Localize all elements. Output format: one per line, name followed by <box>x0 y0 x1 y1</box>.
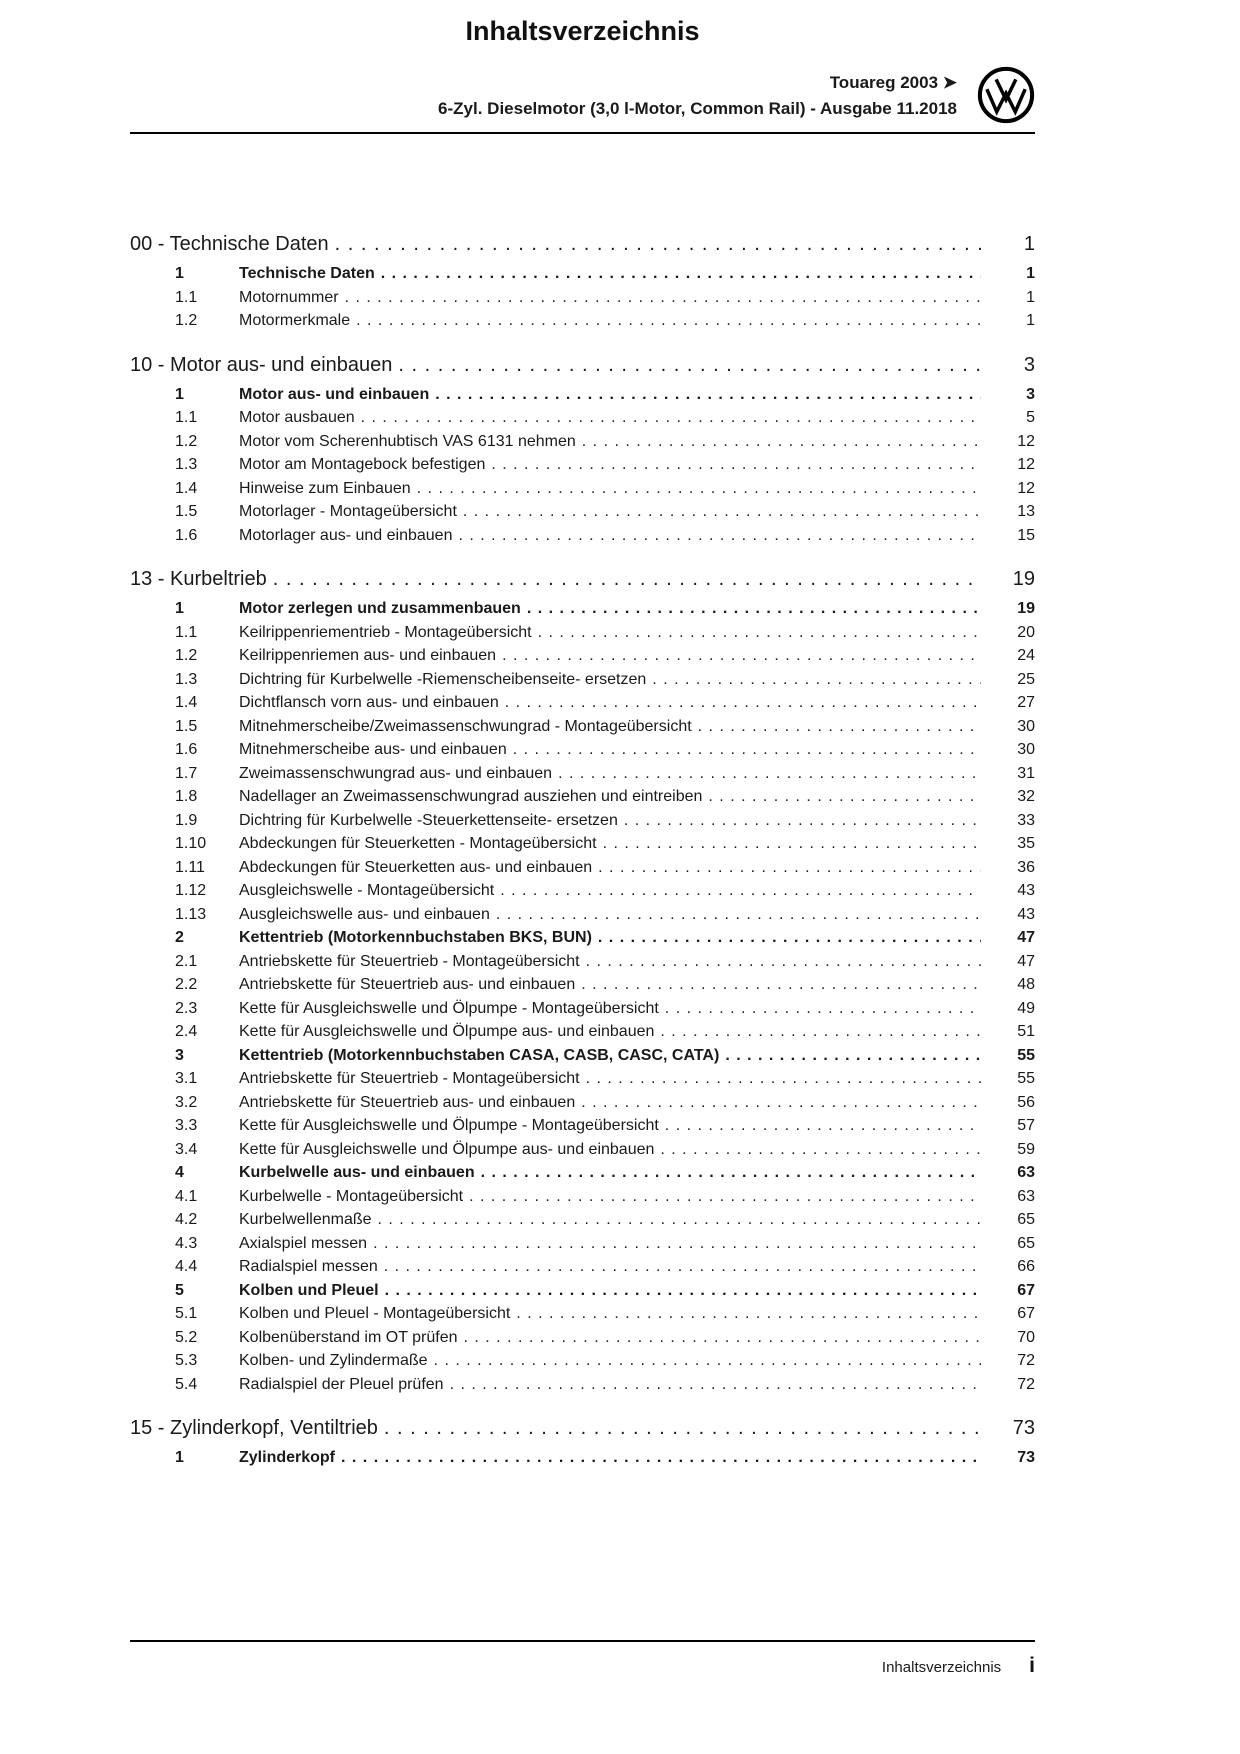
toc-entry-page: 12 <box>1017 456 1035 473</box>
toc-entry-title: Motor aus- und einbauen <box>239 385 430 403</box>
dot-leader <box>538 621 981 645</box>
toc-entry[interactable] <box>130 856 1035 880</box>
toc-entry-page: 19 <box>1012 568 1035 590</box>
toc-entry-page: 5 <box>1026 409 1035 426</box>
toc-entry-title: Zylinderkopf <box>239 1449 336 1466</box>
dot-leader <box>502 644 981 668</box>
toc-entry[interactable] <box>130 879 1035 903</box>
toc-entry-number: 2 <box>175 929 184 946</box>
toc-entry[interactable] <box>130 997 1035 1021</box>
toc-entry[interactable] <box>130 351 1035 379</box>
toc-entry[interactable] <box>130 1232 1035 1256</box>
dot-leader <box>505 691 981 715</box>
dot-leader <box>665 997 981 1021</box>
toc-entry[interactable] <box>130 1208 1035 1232</box>
toc-entry-title: Kette für Ausgleichswelle und Ölpumpe aus- und einbauen <box>239 1023 655 1040</box>
toc-entry-page: 48 <box>1017 976 1035 993</box>
toc-entry-page: 51 <box>1017 1023 1035 1040</box>
toc-entry-title: Kolben und Pleuel <box>239 1281 379 1299</box>
toc-entry-number: 5.3 <box>175 1352 198 1369</box>
toc-entry-number: 1.8 <box>175 788 198 805</box>
toc-entry[interactable] <box>130 668 1035 692</box>
toc-entry-title: Dichtflansch vorn aus- und einbauen <box>239 694 499 711</box>
toc-entry[interactable] <box>130 762 1035 786</box>
toc-entry-title: Motorlager - Montageübersicht <box>239 503 457 520</box>
dot-leader <box>384 1255 981 1279</box>
toc-entry[interactable] <box>130 903 1035 927</box>
dot-leader <box>516 1302 981 1326</box>
toc-entry[interactable] <box>130 1020 1035 1044</box>
toc-entry-page: 1 <box>1026 312 1035 329</box>
toc-entry[interactable] <box>130 1414 1035 1442</box>
toc-entry-page: 67 <box>1017 1305 1035 1322</box>
toc-entry-page: 19 <box>1017 600 1035 617</box>
toc-entry-title: Antriebskette für Steuertrieb aus- und einbauen <box>239 1093 576 1111</box>
toc-entry-number: 5.1 <box>175 1305 198 1322</box>
toc-entry-title: Motor am Montagebock befestigen <box>239 456 486 473</box>
toc-entry-page: 57 <box>1017 1117 1035 1134</box>
toc-entry-title: Antriebskette für Steuertrieb - Montageübersicht <box>239 952 580 970</box>
toc-entry[interactable] <box>130 477 1035 501</box>
toc-entry[interactable] <box>130 950 1035 974</box>
toc-entry[interactable] <box>130 597 1035 621</box>
toc-entry-title: Motor zerlegen und zusammenbauen <box>239 600 521 617</box>
header-manual-line: 6-Zyl. Dieselmotor (3,0 l-Motor, Common Rail) - Ausgabe 11.2018 <box>438 99 957 118</box>
toc-entry-page: 49 <box>1017 999 1035 1017</box>
toc-entry-title: Ausgleichswelle aus- und einbauen <box>239 905 490 923</box>
toc-entry-number: 1.6 <box>175 741 198 758</box>
toc-entry[interactable] <box>130 500 1035 524</box>
dot-leader <box>586 1067 981 1091</box>
dot-leader <box>463 500 981 524</box>
toc-entry-title: Kettentrieb (Motorkennbuchstaben BKS, BUN) <box>239 929 592 946</box>
toc-entry-number: 1.2 <box>175 647 198 664</box>
header-model-line: Touareg 2003 ➤ <box>829 73 957 92</box>
toc-entry[interactable] <box>130 1067 1035 1091</box>
toc-entry-title: 15 - Zylinderkopf, Ventiltrieb <box>130 1417 378 1439</box>
toc-entry-title: Axialspiel messen <box>239 1234 368 1252</box>
toc-entry-title: 00 - Technische Daten <box>130 233 329 255</box>
toc-entry-number: 4 <box>175 1164 184 1181</box>
dot-leader <box>660 1138 981 1162</box>
toc-entry-number: 3 <box>175 1046 184 1064</box>
page-title: Inhaltsverzeichnis <box>465 16 700 46</box>
toc-entry-number: 4.3 <box>175 1234 198 1252</box>
toc-entry[interactable] <box>130 230 1035 258</box>
dot-leader <box>581 1091 981 1115</box>
toc-entry-title: Technische Daten <box>239 265 375 282</box>
toc-entry-title: 10 - Motor aus- und einbauen <box>130 353 393 376</box>
toc-entry[interactable] <box>130 809 1035 833</box>
toc-entry-number: 2.1 <box>175 952 198 970</box>
toc-entry-title: Dichtring für Kurbelwelle -Steuerkettenseite- ersetzen <box>239 811 618 829</box>
toc-entry[interactable] <box>130 309 1035 333</box>
toc-entry[interactable] <box>130 262 1035 286</box>
toc-entry[interactable] <box>130 383 1035 407</box>
toc-entry-number: 2.4 <box>175 1023 198 1040</box>
toc-entry-title: Zweimassenschwungrad aus- und einbauen <box>239 764 553 782</box>
toc-entry-title: 13 - Kurbeltrieb <box>130 568 267 590</box>
dot-leader <box>435 383 981 407</box>
toc-entry-number: 1.1 <box>175 288 198 306</box>
dot-leader <box>665 1114 981 1138</box>
toc-entry-page: 70 <box>1017 1328 1035 1346</box>
toc-entry-page: 73 <box>1012 1417 1035 1439</box>
dot-leader <box>373 1232 981 1256</box>
toc-entry-title: Nadellager an Zweimassenschwungrad ausziehen und eintreiben <box>239 788 703 805</box>
toc-entry[interactable] <box>130 621 1035 645</box>
toc-entry-number: 1.6 <box>175 526 198 544</box>
dot-leader <box>586 950 981 974</box>
toc-entry[interactable] <box>130 1091 1035 1115</box>
toc-entry-number: 1.12 <box>175 882 207 899</box>
toc-entry-number: 1.4 <box>175 694 198 711</box>
dot-leader <box>458 524 981 548</box>
dot-leader <box>500 879 981 903</box>
toc-entry[interactable] <box>130 565 1035 593</box>
toc-entry-number: 1.7 <box>175 764 198 782</box>
toc-entry-page: 30 <box>1017 741 1035 758</box>
toc-entry-title: Kolben und Pleuel - Montageübersicht <box>239 1305 511 1322</box>
toc-entry-title: Kurbelwellenmaße <box>239 1211 372 1228</box>
toc-entry-number: 1 <box>175 265 184 282</box>
dot-leader <box>660 1020 981 1044</box>
toc-entry-page: 55 <box>1017 1070 1035 1087</box>
toc-entry-page: 65 <box>1017 1211 1035 1228</box>
dot-leader <box>581 973 981 997</box>
toc-entry-number: 4.1 <box>175 1187 198 1205</box>
toc-entry-number: 4.4 <box>175 1258 198 1275</box>
dot-leader <box>464 1326 982 1350</box>
toc-entry[interactable] <box>130 1349 1035 1373</box>
dot-leader <box>356 309 981 333</box>
dot-leader <box>345 286 981 310</box>
toc-entry-page: 43 <box>1017 882 1035 899</box>
toc-entry-number: 1 <box>175 385 184 403</box>
dot-leader <box>603 832 981 856</box>
dot-leader <box>341 1446 981 1470</box>
toc-entry-number: 1.4 <box>175 479 198 497</box>
toc-entry-number: 1.5 <box>175 717 198 735</box>
toc-entry[interactable] <box>130 1255 1035 1279</box>
toc-entry[interactable] <box>130 1185 1035 1209</box>
toc-entry-page: 25 <box>1017 670 1035 688</box>
toc-entry-page: 12 <box>1017 479 1035 497</box>
page-footer <box>130 1640 1035 1678</box>
toc-entry-title: Kurbelwelle - Montageübersicht <box>239 1187 464 1205</box>
toc-entry-title: Kette für Ausgleichswelle und Ölpumpe aus- und einbauen <box>239 1140 655 1158</box>
toc-entry-page: 72 <box>1017 1375 1035 1393</box>
toc-entry-title: Kette für Ausgleichswelle und Ölpumpe - Montageübersicht <box>239 1117 659 1134</box>
dot-leader <box>384 1414 981 1442</box>
toc-entry-title: Ausgleichswelle - Montageübersicht <box>239 882 495 899</box>
toc-entry-page: 1 <box>1026 265 1035 282</box>
dot-leader <box>491 453 981 477</box>
toc-entry-page: 47 <box>1017 929 1035 946</box>
dot-leader <box>335 230 981 258</box>
dot-leader <box>725 1044 981 1068</box>
toc-entry[interactable] <box>130 691 1035 715</box>
toc-entry-page: 47 <box>1017 952 1035 970</box>
toc-entry-number: 5.2 <box>175 1328 198 1346</box>
toc-entry-number: 1 <box>175 1449 184 1466</box>
toc-entry-number: 1.3 <box>175 670 198 688</box>
toc-entry-title: Keilrippenriementrieb - Montageübersicht <box>239 623 532 641</box>
toc-entry-page: 24 <box>1017 647 1035 664</box>
toc-entry[interactable] <box>130 1044 1035 1068</box>
dot-leader <box>558 762 981 786</box>
toc-entry[interactable] <box>130 1326 1035 1350</box>
dot-leader <box>652 668 981 692</box>
toc-entry-page: 65 <box>1017 1234 1035 1252</box>
toc-entry-page: 35 <box>1017 835 1035 852</box>
toc-entry-title: Kette für Ausgleichswelle und Ölpumpe - Montageübersicht <box>239 999 659 1017</box>
header-text <box>438 70 957 124</box>
toc-entry[interactable] <box>130 1446 1035 1470</box>
toc-entry-title: Dichtring für Kurbelwelle -Riemenscheibenseite- ersetzen <box>239 670 647 688</box>
dot-leader <box>378 1208 981 1232</box>
dot-leader <box>527 597 981 621</box>
toc-entry-page: 12 <box>1017 432 1035 450</box>
toc-entry-number: 1.11 <box>175 858 205 876</box>
toc-entry[interactable] <box>130 715 1035 739</box>
toc-entry[interactable] <box>130 1279 1035 1303</box>
dot-leader <box>624 809 981 833</box>
toc-entry-number: 1.1 <box>175 623 198 641</box>
toc-entry-title: Radialspiel messen <box>239 1258 378 1275</box>
toc-entry-title: Radialspiel der Pleuel prüfen <box>239 1375 444 1393</box>
vw-logo-icon <box>977 66 1035 124</box>
toc-entry-page: 13 <box>1017 503 1035 520</box>
footer-section-label: Inhaltsverzeichnis <box>881 1659 1002 1676</box>
toc-entry-number: 4.2 <box>175 1211 198 1228</box>
toc-entry-title: Mitnehmerscheibe/Zweimassenschwungrad - Montageübersicht <box>239 717 692 735</box>
toc-entry[interactable] <box>130 406 1035 430</box>
toc-entry-page: 15 <box>1017 526 1035 544</box>
toc-entry-title: Kurbelwelle aus- und einbauen <box>239 1164 475 1181</box>
toc-entry[interactable] <box>130 1161 1035 1185</box>
dot-leader <box>417 477 981 501</box>
toc-entry[interactable] <box>130 430 1035 454</box>
toc-entry-page: 72 <box>1017 1352 1035 1369</box>
toc-entry-number: 3.3 <box>175 1117 198 1134</box>
dot-leader <box>385 1279 981 1303</box>
toc-entry-number: 1.10 <box>175 835 207 852</box>
dot-leader <box>698 715 981 739</box>
dot-leader <box>708 785 981 809</box>
toc-entry-title: Motormerkmale <box>239 312 351 329</box>
dot-leader <box>469 1185 981 1209</box>
dot-leader <box>361 406 981 430</box>
toc-entry-number: 3.2 <box>175 1093 198 1111</box>
toc-entry-number: 1.9 <box>175 811 198 829</box>
toc-entry-number: 3.4 <box>175 1140 198 1158</box>
toc-entry-number: 1.1 <box>175 409 198 426</box>
toc-entry-page: 36 <box>1017 858 1035 876</box>
toc-entry[interactable] <box>130 524 1035 548</box>
dot-leader <box>481 1161 981 1185</box>
toc-entry-page: 59 <box>1017 1140 1035 1158</box>
toc-entry-page: 67 <box>1017 1281 1035 1299</box>
dot-leader <box>496 903 981 927</box>
toc-entry[interactable] <box>130 926 1035 950</box>
toc-entry-page: 1 <box>1023 233 1035 255</box>
toc-entry-page: 56 <box>1017 1093 1035 1111</box>
toc-entry-number: 2.3 <box>175 999 198 1017</box>
toc-entry-title: Kettentrieb (Motorkennbuchstaben CASA, CASB, CASC, CATA) <box>239 1046 720 1064</box>
toc-entry-title: Abdeckungen für Steuerketten - Montageübersicht <box>239 835 597 852</box>
toc-entry-number: 5.4 <box>175 1375 198 1393</box>
dot-leader <box>450 1373 981 1397</box>
toc-entry-page: 33 <box>1017 811 1035 829</box>
toc-entry-number: 3.1 <box>175 1070 198 1087</box>
toc-list <box>130 212 1035 1470</box>
toc-entry-number: 1 <box>175 600 184 617</box>
dot-leader <box>598 926 981 950</box>
toc-entry-title: Hinweise zum Einbauen <box>239 479 411 497</box>
dot-leader <box>381 262 981 286</box>
toc-entry-title: Motornummer <box>239 288 339 306</box>
page-header <box>130 66 1035 134</box>
toc-entry-page: 3 <box>1023 353 1035 376</box>
toc-entry-title: Keilrippenriemen aus- und einbauen <box>239 647 497 664</box>
toc-entry-page: 31 <box>1017 764 1035 782</box>
toc-entry-title: Antriebskette für Steuertrieb aus- und einbauen <box>239 976 576 993</box>
toc-entry-number: 1.3 <box>175 456 198 473</box>
toc-entry-page: 55 <box>1017 1046 1035 1064</box>
toc-entry-number: 1.2 <box>175 432 198 450</box>
toc-entry[interactable] <box>130 1373 1035 1397</box>
toc-entry[interactable] <box>130 973 1035 997</box>
toc-entry-page: 20 <box>1017 623 1035 641</box>
dot-leader <box>513 738 981 762</box>
toc-entry-page: 66 <box>1017 1258 1035 1275</box>
toc-entry-page: 63 <box>1017 1164 1035 1181</box>
toc-entry[interactable] <box>130 738 1035 762</box>
dot-leader <box>398 351 981 379</box>
toc-entry[interactable] <box>130 785 1035 809</box>
toc-entry-number: 2.2 <box>175 976 198 993</box>
toc-entry[interactable] <box>130 1138 1035 1162</box>
toc-entry-page: 32 <box>1017 788 1035 805</box>
toc-entry-title: Motorlager aus- und einbauen <box>239 526 453 544</box>
toc-entry-page: 63 <box>1017 1187 1035 1205</box>
toc-entry-number: 5 <box>175 1281 184 1299</box>
toc-entry[interactable] <box>130 832 1035 856</box>
dot-leader <box>598 856 981 880</box>
dot-leader <box>273 565 981 593</box>
toc-entry-page: 73 <box>1017 1449 1035 1466</box>
toc-entry-page: 1 <box>1026 288 1035 306</box>
toc-entry-title: Kolben- und Zylindermaße <box>239 1352 428 1369</box>
toc-entry-title: Motor ausbauen <box>239 409 355 426</box>
toc-entry-title: Kolbenüberstand im OT prüfen <box>239 1328 458 1346</box>
footer-page-number: i <box>1029 1654 1035 1677</box>
toc-entry-title: Mitnehmerscheibe aus- und einbauen <box>239 741 507 758</box>
toc-entry[interactable] <box>130 1302 1035 1326</box>
toc-entry-title: Antriebskette für Steuertrieb - Montageübersicht <box>239 1070 580 1087</box>
toc-entry-page: 27 <box>1017 694 1035 711</box>
toc-entry[interactable] <box>130 453 1035 477</box>
toc-entry[interactable] <box>130 644 1035 668</box>
toc-entry[interactable] <box>130 1114 1035 1138</box>
toc-entry-page: 3 <box>1026 385 1035 403</box>
toc-entry-page: 43 <box>1017 905 1035 923</box>
toc-entry-page: 30 <box>1017 717 1035 735</box>
toc-entry[interactable] <box>130 286 1035 310</box>
toc-entry-title: Motor vom Scherenhubtisch VAS 6131 nehmen <box>239 432 576 450</box>
toc-entry-number: 1.5 <box>175 503 198 520</box>
toc-entry-number: 1.13 <box>175 905 207 923</box>
toc-entry-number: 1.2 <box>175 312 198 329</box>
toc-entry-title: Abdeckungen für Steuerketten aus- und einbauen <box>239 858 593 876</box>
dot-leader <box>434 1349 981 1373</box>
dot-leader <box>582 430 981 454</box>
